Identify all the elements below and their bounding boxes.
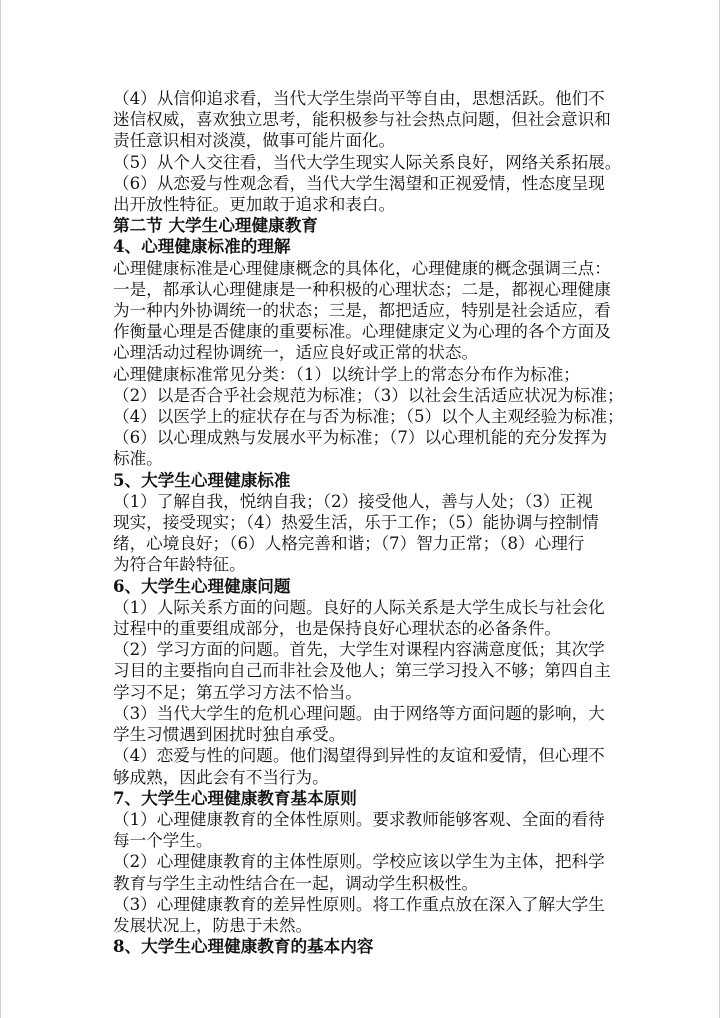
text-line: 作衡量心理是否健康的重要标准。心理健康定义为心理的各个方面及 <box>113 322 611 342</box>
section-heading: 6、大学生心理健康问题 <box>113 575 291 596</box>
section-heading: 第二节 大学生心理健康教育 <box>113 215 318 236</box>
text-line: 出开放性特征。更加敢于追求和表白。 <box>113 195 396 215</box>
text-line: （2）学习方面的问题。首先，大学生对课程内容满意度低；其次学 <box>113 640 605 660</box>
section-heading: 8、大学生心理健康教育的基本内容 <box>113 936 374 957</box>
text-line: 学习不足；第五学习方法不恰当。 <box>113 682 362 702</box>
text-line: （4）恋爱与性的问题。他们渴望得到异性的友谊和爱情，但心理不 <box>113 746 605 766</box>
text-line: 教育与学生主动性结合在一起，调动学生积极性。 <box>113 873 479 893</box>
text-line: 为符合年龄特征。 <box>113 555 246 575</box>
text-line: （2）心理健康教育的主体性原则。学校应该以学生为主体，把科学 <box>113 852 605 872</box>
text-line: （1）人际关系方面的问题。良好的人际关系是大学生成长与社会化 <box>113 597 605 617</box>
document-body <box>113 88 625 957</box>
text-line: 心理健康标准常见分类：（1）以统计学上的常态分布作为标准； <box>113 364 580 384</box>
section-heading: 4、心理健康标准的理解 <box>113 236 291 257</box>
text-line: （5）从个人交往看，当代大学生现实人际关系良好，网络关系拓展。 <box>113 152 622 172</box>
section-heading: 7、大学生心理健康教育基本原则 <box>113 787 357 808</box>
text-line: 为一种内外协调统一的状态；三是，都把适应，特别是社会适应，看 <box>113 301 611 321</box>
text-line: 过程中的重要组成部分，也是保持良好心理状态的必备条件。 <box>113 619 562 639</box>
text-line: 发展状况上，防患于未然。 <box>113 915 313 935</box>
text-line: （3）心理健康教育的差异性原则。将工作重点放在深入了解大学生 <box>113 894 605 914</box>
text-line: 标准。 <box>113 449 163 469</box>
text-line: 心理活动过程协调统一，适应良好或正常的状态。 <box>113 343 479 363</box>
text-line: （6）以心理成熟与发展水平为标准；（7）以心理机能的充分发挥为 <box>113 428 608 448</box>
text-line: （4）以医学上的症状存在与否为标准；（5）以个人主观经验为标准； <box>113 407 624 427</box>
text-line: 一是，都承认心理健康是一种积极的心理状态；二是，都视心理健康 <box>113 279 611 299</box>
text-line: 绪，心境良好；（6）人格完善和谐；（7）智力正常；（8）心理行 <box>113 534 585 554</box>
text-line: 现实，接受现实；（4）热爱生活，乐于工作；（5）能协调与控制情 <box>113 513 599 533</box>
text-line: （4）从信仰追求看，当代大学生崇尚平等自由，思想活跃。他们不 <box>113 89 605 108</box>
text-line: 学生习惯遇到困扰时独自承受。 <box>113 725 346 745</box>
text-line: （6）从恋爱与性观念看，当代大学生渴望和正视爱情，性态度呈现 <box>113 173 605 193</box>
text-line: （3）当代大学生的危机心理问题。由于网络等方面问题的影响，大 <box>113 703 605 723</box>
text-line: 每一个学生。 <box>113 831 213 851</box>
text-line: 迷信权威，喜欢独立思考，能积极参与社会热点问题，但社会意识和 <box>113 110 611 130</box>
text-line: （1）心理健康教育的全体性原则。要求教师能够客观、全面的看待 <box>113 809 605 829</box>
text-line: 习目的主要指向自己而非社会及他人；第三学习投入不够；第四自主 <box>113 661 611 681</box>
text-line: 心理健康标准是心理健康概念的具体化，心理健康的概念强调三点： <box>113 258 611 278</box>
text-line: 责任意识相对淡漠，做事可能片面化。 <box>113 131 396 151</box>
section-heading: 5、大学生心理健康标准 <box>113 469 291 490</box>
text-line: （2）以是否合乎社会规范为标准；（3）以社会生活适应状况为标准； <box>113 385 624 405</box>
text-line: 够成熟，因此会有不当行为。 <box>113 767 329 787</box>
text-line: （1）了解自我，悦纳自我；（2）接受他人，善与人处；（3）正视 <box>113 491 593 511</box>
